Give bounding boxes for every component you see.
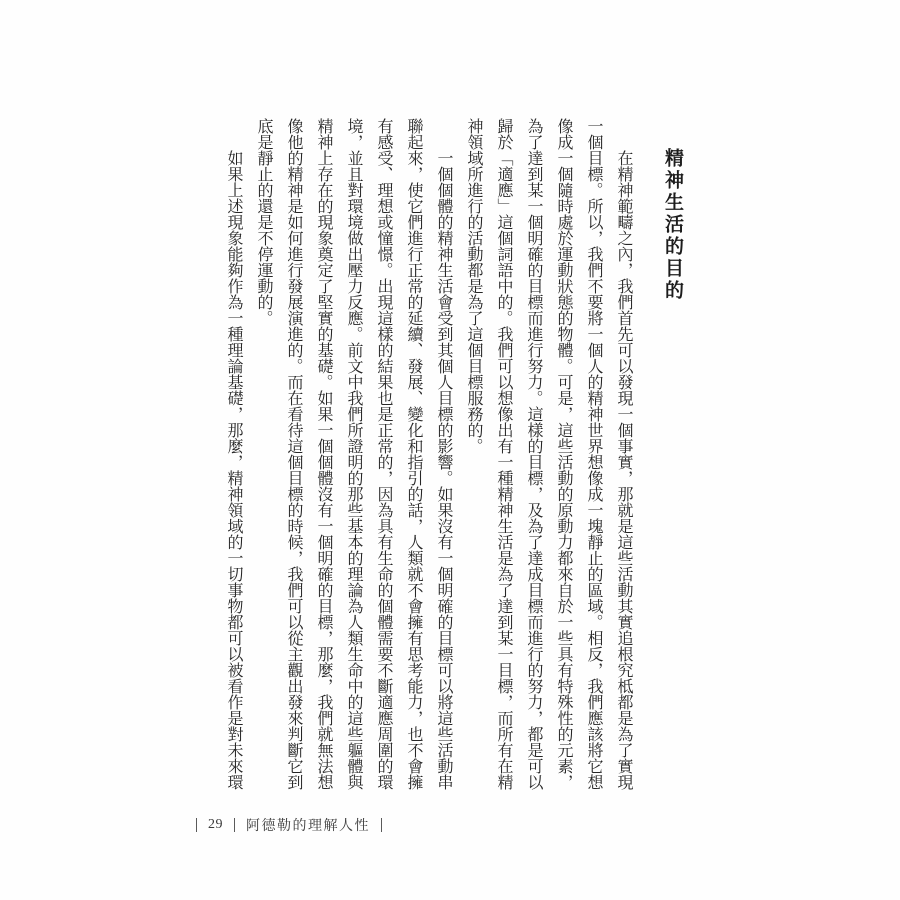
vertical-bar-divider-icon [234,818,235,832]
vertical-bar-divider-icon [381,818,382,832]
body-paragraph: 如果上述現象能夠作為一種理論基礎，那麼，精神領域的一切事物都可以被看作是對未來環 [225,150,242,790]
page-footer [196,815,393,835]
chapter-title: 精神生活的目的 [662,148,683,302]
page-number: 29 [208,817,223,832]
vertical-bar-divider-icon [196,818,197,832]
body-paragraph: 一個個體的精神生活會受到其個人目標的影響。如果沒有一個明確的目標可以將這些活動串聯起來，使它們進行正常的延續、發展、變化和指引的話，人類就不會擁有思考能力，也不會擁有感受、理想或憧憬。出現這樣的結果也是正常的，因為具有生命的個體需要不斷適應周圍的環境，並且對環境做出壓力反應。前文中我們所證明的那些基本的理論為人類生命中的這些軀體與精神上存在的現象奠定了堅實的基礎。如果一個個體沒有一個明確的目標，那麼，我們就無法想像他的精神是如何進行發展演進的。而在看待這個目標的時候，我們可以從主觀出發來判斷它到底是靜止的還是不停運動的。 [255,118,452,790]
body-paragraph: 在精神範疇之內，我們首先可以發現一個事實，那就是這些活動其實追根究柢都是為了實現一個目標。所以，我們不要將一個人的精神世界想像成一塊靜止的區域。相反，我們應該將它想像成一個隨時處於運動狀態的物體。可是，這些活動的原動力都來自於一些具有特殊性的元素，為了達到某一個明確的目標而進行努力。這樣的目標，及為了達成目標而進行的努力，都是可以歸於「適應」這個詞語中的。我們可以想像出有一種精神生活是為了達到某一目標，而所有在精神領域所進行的活動都是為了這個目標服務的。 [465,118,632,790]
book-title: 阿德勒的理解人性 [246,819,370,834]
article-body [218,118,686,790]
